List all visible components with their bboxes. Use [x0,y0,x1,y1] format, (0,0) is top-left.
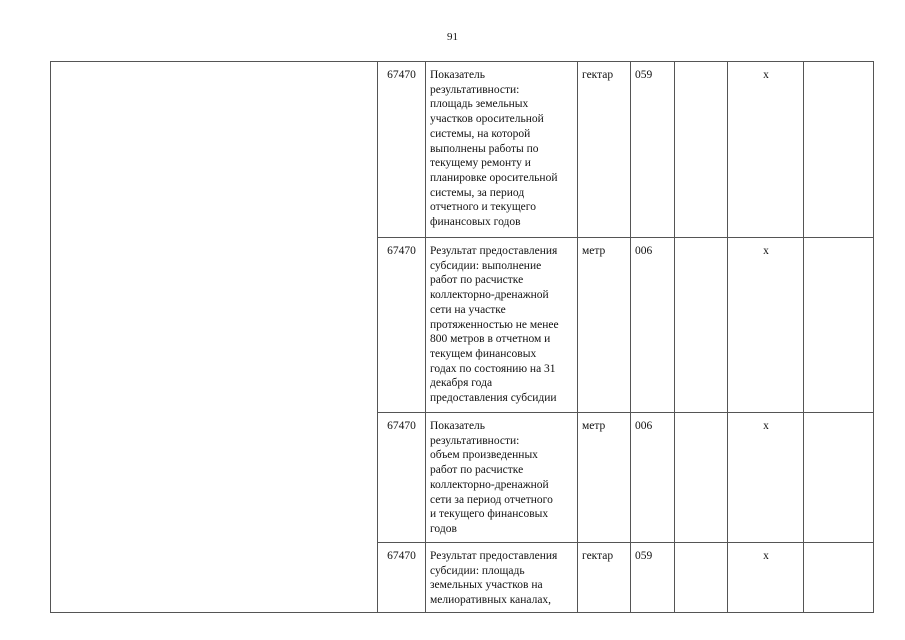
empty-cell [804,62,874,238]
okei-code-cell: 006 [631,238,675,413]
empty-cell [804,413,874,543]
budget-code-cell: 67470 [378,62,426,238]
document-table [50,61,874,613]
unit-name-cell: метр [578,413,631,543]
empty-merged-cell [51,62,378,613]
not-applicable-mark: x [728,62,804,238]
okei-code-cell: 059 [631,543,675,613]
unit-name-cell: гектар [578,543,631,613]
not-applicable-mark: x [728,238,804,413]
indicator-description-cell: Результат предоставления субсидии: выполнение работ по расчистке коллекторно-дренажной сети на участке протяженностью не менее 800 метров в отчетном и текущем финансовых годах по состоянию на 31 декабря года предоставления субсидии [426,238,578,413]
budget-code-cell: 67470 [378,543,426,613]
budget-code-cell: 67470 [378,238,426,413]
okei-code-cell: 059 [631,62,675,238]
page-number: 91 [447,31,458,43]
unit-name-cell: метр [578,238,631,413]
unit-name-cell: гектар [578,62,631,238]
empty-cell [675,413,728,543]
indicator-description-cell: Показатель результативности: площадь земельных участков оросительной системы, на которой выполнены работы по текущему ремонту и планировке оросительной системы, за период отчетного и текущего финансовых годов [426,62,578,238]
budget-code-cell: 67470 [378,413,426,543]
empty-cell [675,543,728,613]
empty-cell [804,238,874,413]
okei-code-cell: 006 [631,413,675,543]
empty-cell [675,62,728,238]
empty-cell [804,543,874,613]
not-applicable-mark: x [728,413,804,543]
table-row [51,62,874,238]
indicator-description-cell: Показатель результативности: объем произведенных работ по расчистке коллекторно-дренажной сети за период отчетного и текущего финансовых годов [426,413,578,543]
empty-cell [675,238,728,413]
not-applicable-mark: x [728,543,804,613]
indicator-description-cell: Результат предоставления субсидии: площадь земельных участков на мелиоративных каналах, [426,543,578,613]
